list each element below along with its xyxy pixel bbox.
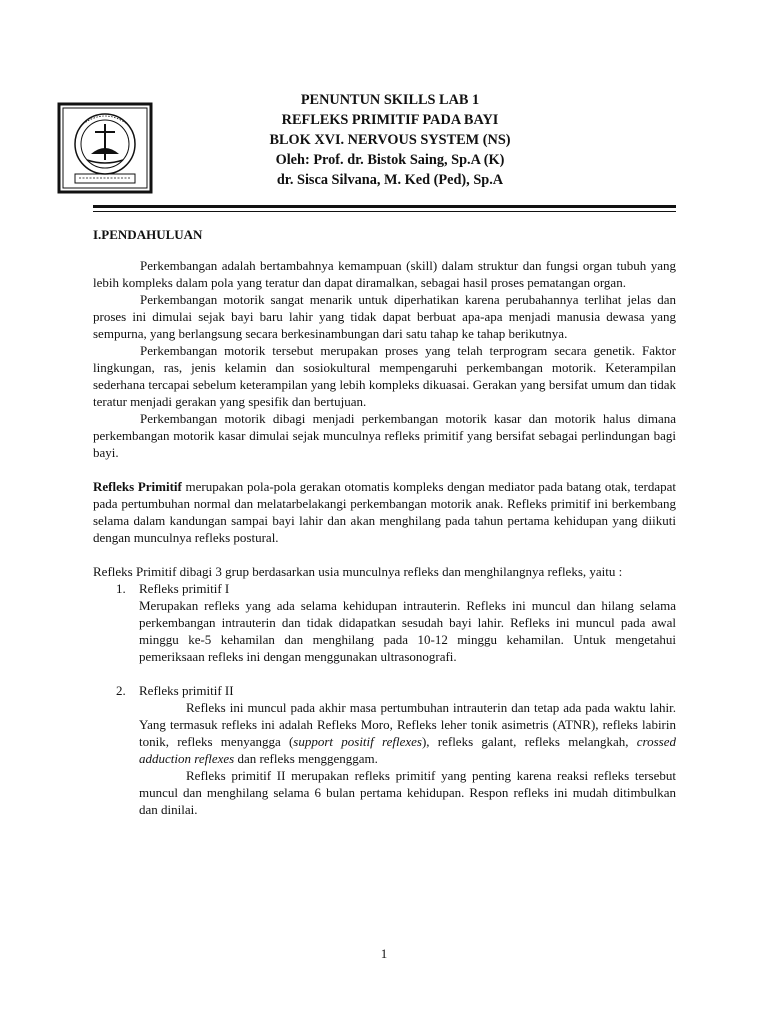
- list-item-body: [139, 699, 676, 767]
- refleks-definition: [93, 478, 676, 546]
- document-body: [93, 226, 676, 818]
- list-item: [93, 580, 676, 665]
- header-rule-thick: [93, 205, 676, 208]
- section-title: I.PENDAHULUAN: [93, 227, 203, 242]
- groups-intro: Refleks Primitif dibagi 3 grup berdasarkan usia munculnya refleks dan menghilangnya refleks, yaitu :: [93, 564, 623, 579]
- document-author-1: Oleh: Prof. dr. Bistok Saing, Sp.A (K): [275, 152, 505, 168]
- paragraph: Perkembangan motorik tersebut merupakan proses yang telah terprogram secara genetik. Faktor lingkungan, ras, jenis kelamin dan sosiokultural mempengaruhi perkembangan motorik. Keterampilan sederhana tercapai sebelum keterampilan yang lebih kompleks dikuasai. Gerakan yang bersifat umum dan tidak teratur menjadi gerakan yang spesifik dan bertujuan.: [93, 343, 676, 409]
- list-number: 1.: [116, 581, 126, 596]
- list-item-text: dan refleks menggenggam.: [234, 751, 378, 766]
- document-title: PENUNTUN SKILLS LAB 1: [300, 92, 480, 108]
- document-subtitle: REFLEKS PRIMITIF PADA BAYI: [281, 112, 499, 128]
- paragraph: Perkembangan adalah bertambahnya kemampuan (skill) dalam struktur dan fungsi organ tubuh yang lebih kompleks dalam pola yang teratur dan dapat diramalkan, sebagai hasil proses pematangan organ.: [93, 258, 676, 290]
- italic-term: crossed adduction reflexes: [139, 734, 676, 766]
- list-item-title: Refleks primitif I: [139, 581, 230, 596]
- list-item-body: Merupakan refleks yang ada selama kehidupan intrauterin. Refleks ini muncul dan hilang selama perkembangan intrauterin dan tidak didapatkan sesudah bayi lahir. Refleks ini muncul pada awal minggu ke-5 kehamilan dan menghilang pada 10-12 minggu kehamilan. Untuk mengetahui pemeriksaan refleks ini dengan menggunakan ultrasonografi.: [139, 598, 676, 664]
- document-header: [190, 90, 590, 190]
- header-rule-thin: [93, 211, 676, 212]
- paragraph: Perkembangan motorik dibagi menjadi perkembangan motorik kasar dan motorik halus dimana perkembangan motorik kasar dimulai sejak munculnya refleks primitif yang bersifat sebagai perlindungan bagi bayi.: [93, 411, 676, 460]
- refleks-definition-text: merupakan pola-pola gerakan otomatis kompleks dengan mediator pada batang otak, terdapat pada pertumbuhan normal dan melatarbelakangi perkembangan motorik anak. Refleks primitif ini berkembang selama dalam kandungan sampai bayi lahir dan akan menghilang pada tahun pertama kehidupan yang diikuti dengan munculnya refleks postural.: [93, 479, 676, 545]
- list-item-text: ), refleks galant, refleks melangkah,: [421, 734, 637, 749]
- document-author-2: dr. Sisca Silvana, M. Ked (Ped), Sp.A: [276, 172, 504, 188]
- refleks-term: Refleks Primitif: [93, 479, 182, 494]
- paragraph: Perkembangan motorik sangat menarik untuk diperhatikan karena perubahannya terlihat jelas dan proses ini dimulai sejak bayi baru lahir yang tidak dapat berbuat apa-apa menjadi manusia dewasa yang sempurna, yang berlangsung secara berkesinambungan dari satu tahap ke tahap berikutnya.: [93, 292, 676, 341]
- list-item-body: Refleks primitif II merupakan refleks primitif yang penting karena reaksi refleks tersebut muncul dan menghilang selama 6 bulan pertama kehidupan. Respon refleks ini mudah ditimbulkan dan dinilai.: [139, 768, 676, 817]
- university-seal-logo-icon: [57, 102, 153, 194]
- list-item-title: Refleks primitif II: [139, 683, 234, 698]
- italic-term: support positif reflexes: [293, 734, 422, 749]
- list-item-text: Refleks ini muncul pada akhir masa pertumbuhan intrauterin dan tetap ada pada waktu lahir. Yang termasuk refleks ini adalah Refleks Moro, Refleks leher tonik asimetris (ATNR), refleks labirin tonik, refleks menyangga (: [139, 700, 676, 749]
- page-number: 1: [380, 946, 388, 961]
- document-block: BLOK XVI. NERVOUS SYSTEM (NS): [269, 132, 511, 148]
- list-number: 2.: [116, 683, 126, 698]
- list-item: [93, 682, 676, 818]
